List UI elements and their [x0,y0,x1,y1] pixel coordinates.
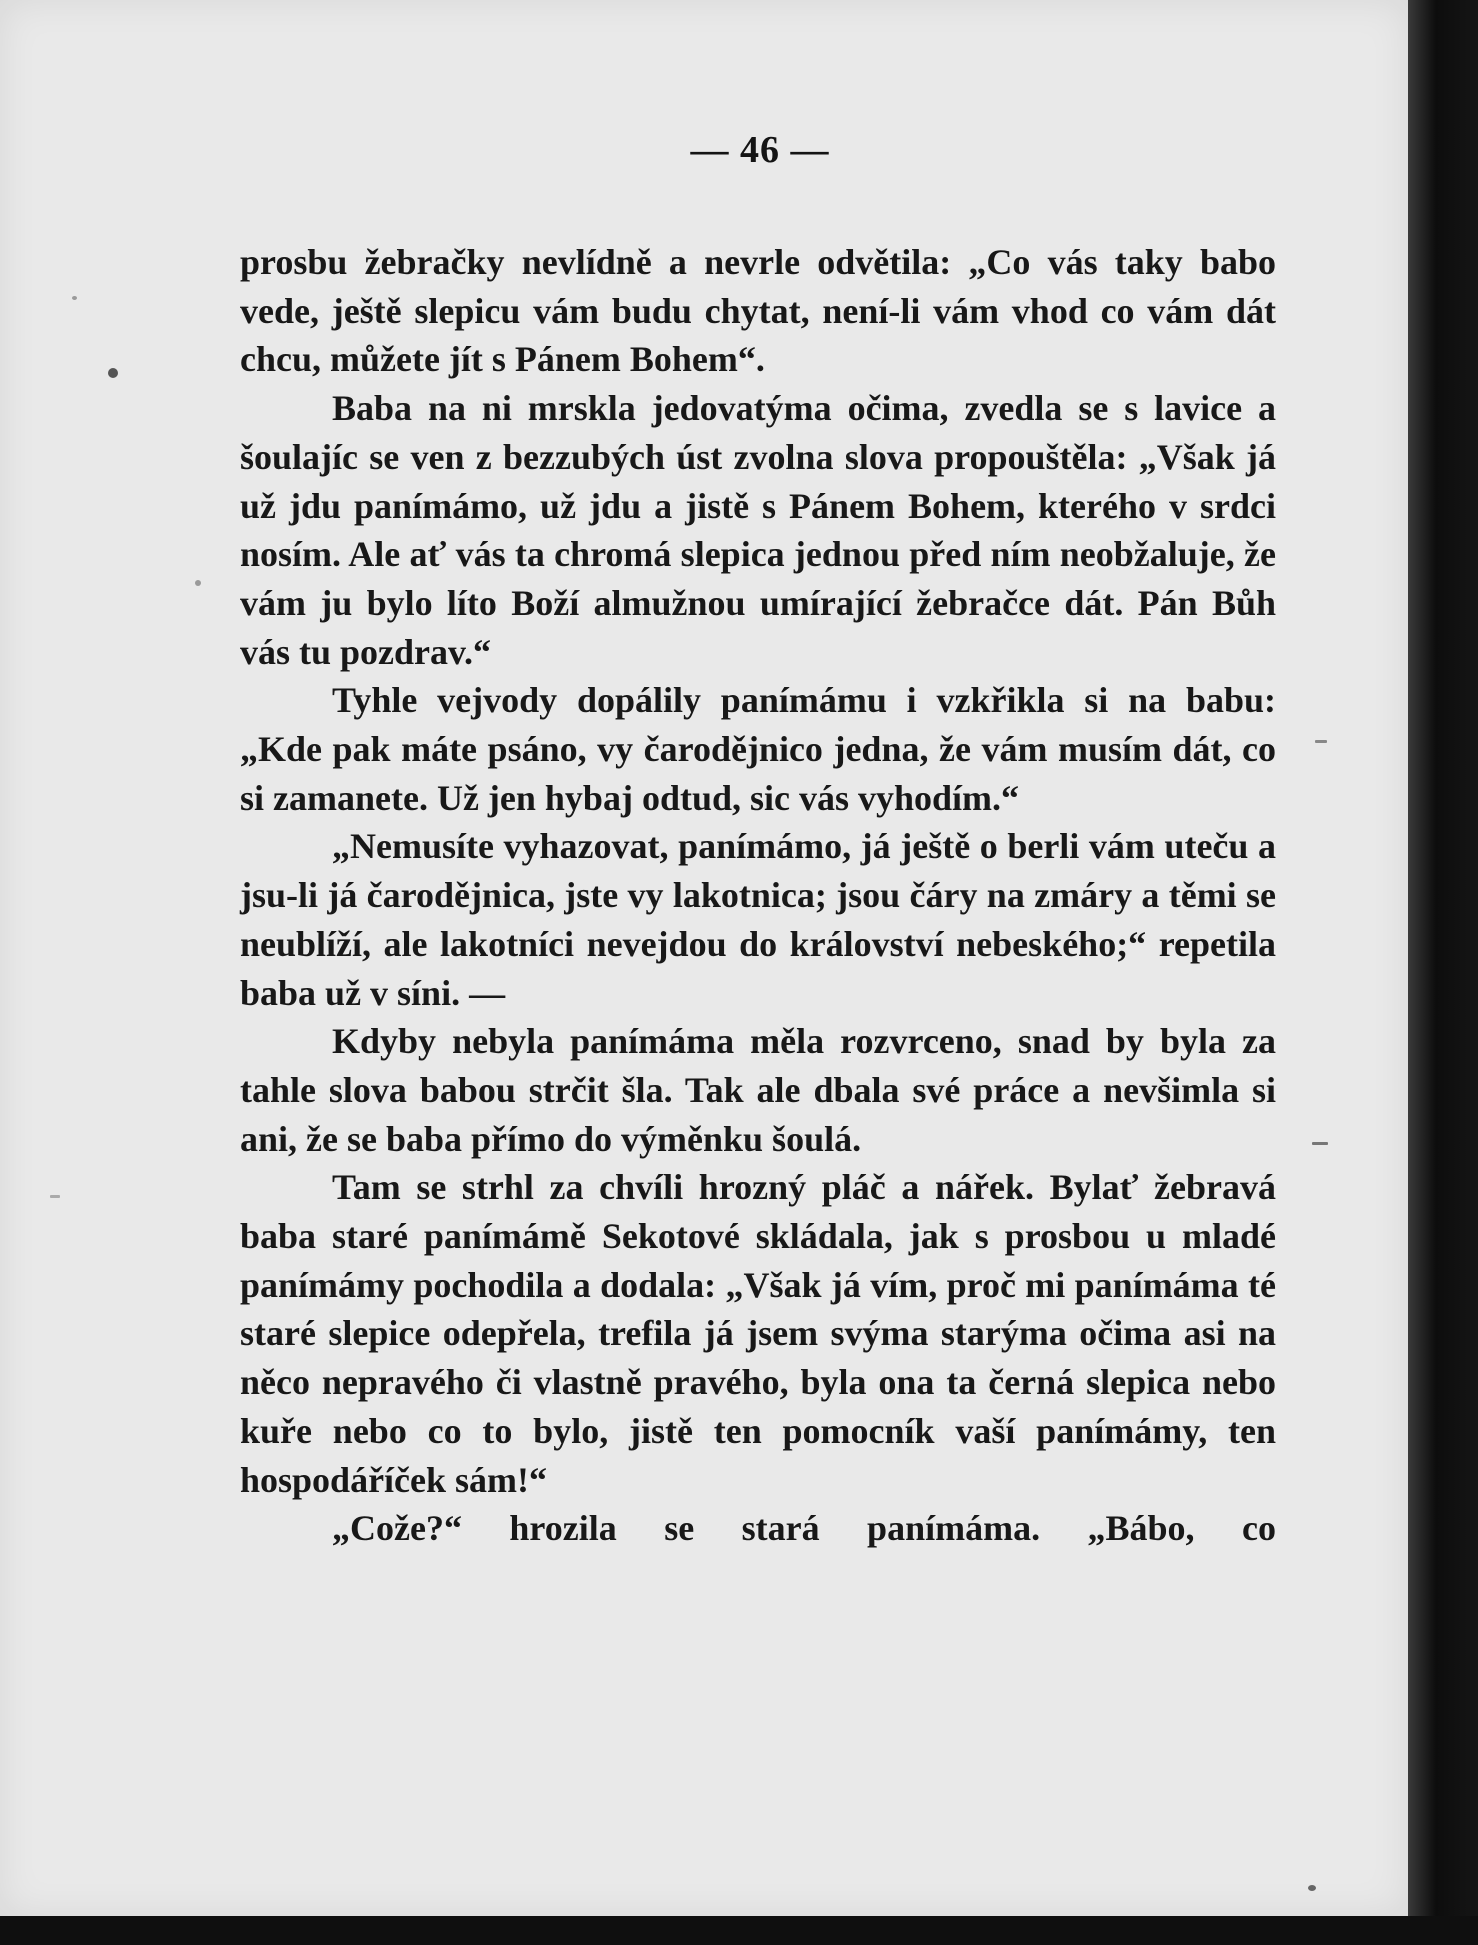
paper-speck [72,296,77,300]
paper-speck [1315,740,1327,743]
paper-speck [195,580,201,586]
book-spine-edge [1408,0,1478,1945]
paragraph: Tyhle vejvody dopálily panímámu i vzkřikla si na babu: „Kde pak máte psáno, vy čarodějnico jedna, že vám musím dát, co si zamanete. Už jen hybaj odtud, sic vás vyhodím.“ [240,680,1276,818]
paragraph: Baba na ni mrskla jedovatýma očima, zvedla se s lavice a šoulajíc se ven z bezzubých úst zvolna slova propouštěla: „Však já už jdu panímámo, už jdu a jistě s Pánem Bohem, kterého v srdci nosím. Ale ať vás ta chromá slepica jednou před ním neobžaluje, že vám ju bylo líto Boží almužnou umírající žebračce dát. Pán Bůh vás tu pozdrav.“ [240,388,1276,672]
paragraph: Kdyby nebyla panímáma měla rozvrceno, snad by byla za tahle slova babou strčit šla. Tak ale dbala své práce a nevšimla si ani, že se baba přímo do výměnku šoulá. [240,1021,1276,1159]
paragraph: prosbu žebračky nevlídně a nevrle odvětila: „Co vás taky babo vede, ještě slepicu vám budu chytat, není-li vám vhod co vám dát chcu, můžete jít s Pánem Bohem“. [240,242,1276,380]
text-body [240,238,1276,1553]
paper-speck [1308,1885,1316,1891]
paper-speck [1312,1142,1328,1145]
paragraph: „Cože?“ hrozila se stará panímáma. „Bábo, co [332,1508,1276,1549]
page-number: — 46 — [690,129,830,171]
paper-speck [50,1195,60,1198]
paragraph: „Nemusíte vyhazovat, panímámo, já ještě o berli vám uteču a jsu-li já čarodějnica, jste vy lakotnica; jsou čáry na zmáry a těmi se neublíží, ale lakotníci nevejdou do království nebeského;“ repetila baba už v síni. — [240,826,1276,1013]
paragraph: Tam se strhl za chvíli hrozný pláč a nářek. Bylať žebravá baba staré panímámě Sekotové skládala, jak s prosbou u mladé panímámy pochodila a dodala: „Však já vím, proč mi panímáma té staré slepice odepřela, trefila já jsem svýma starýma očima asi na něco nepravého či vlastně pravého, byla ona ta černá slepica nebo kuře nebo co to bylo, jistě ten pomocník vaší panímámy, ten hospodáříček sám!“ [240,1167,1276,1500]
paper-speck [108,368,118,378]
book-bottom-edge [0,1916,1478,1945]
